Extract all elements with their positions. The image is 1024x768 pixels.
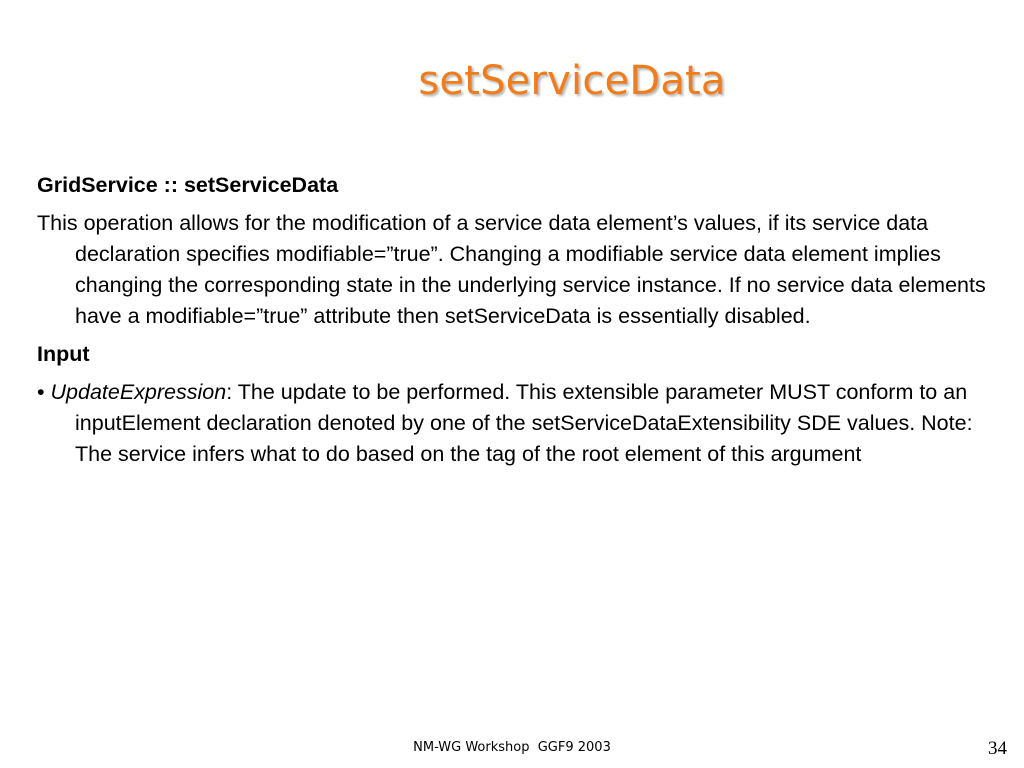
page-number: 34 (988, 738, 1007, 759)
parameter-description: : The update to be performed. This extensible parameter MUST conform to an inputElement declaration denoted by one of the setServiceDataExtensibility SDE values. Note: The service infers what to do based on the tag of the root element of this argument (75, 380, 973, 466)
footer-text: NM-WG Workshop GGF9 2003 (413, 740, 611, 755)
operation-heading: GridService :: setServiceData (37, 173, 339, 197)
operation-description: This operation allows for the modification of a service data element’s values, if its service data declaration specifies modifiable=”true”. Changing a modifiable service data element implies changing the corresponding state in the underlying service instance. If no service data elements have a modifiable=”true” attribute then setServiceData is essentially disabled. (37, 211, 986, 328)
input-parameter-item (37, 377, 997, 470)
slide-title: setServiceData (418, 58, 726, 104)
bullet-icon: • (37, 380, 45, 404)
parameter-name: UpdateExpression (50, 380, 227, 404)
input-heading: Input (37, 342, 90, 366)
slide-body (37, 170, 997, 477)
